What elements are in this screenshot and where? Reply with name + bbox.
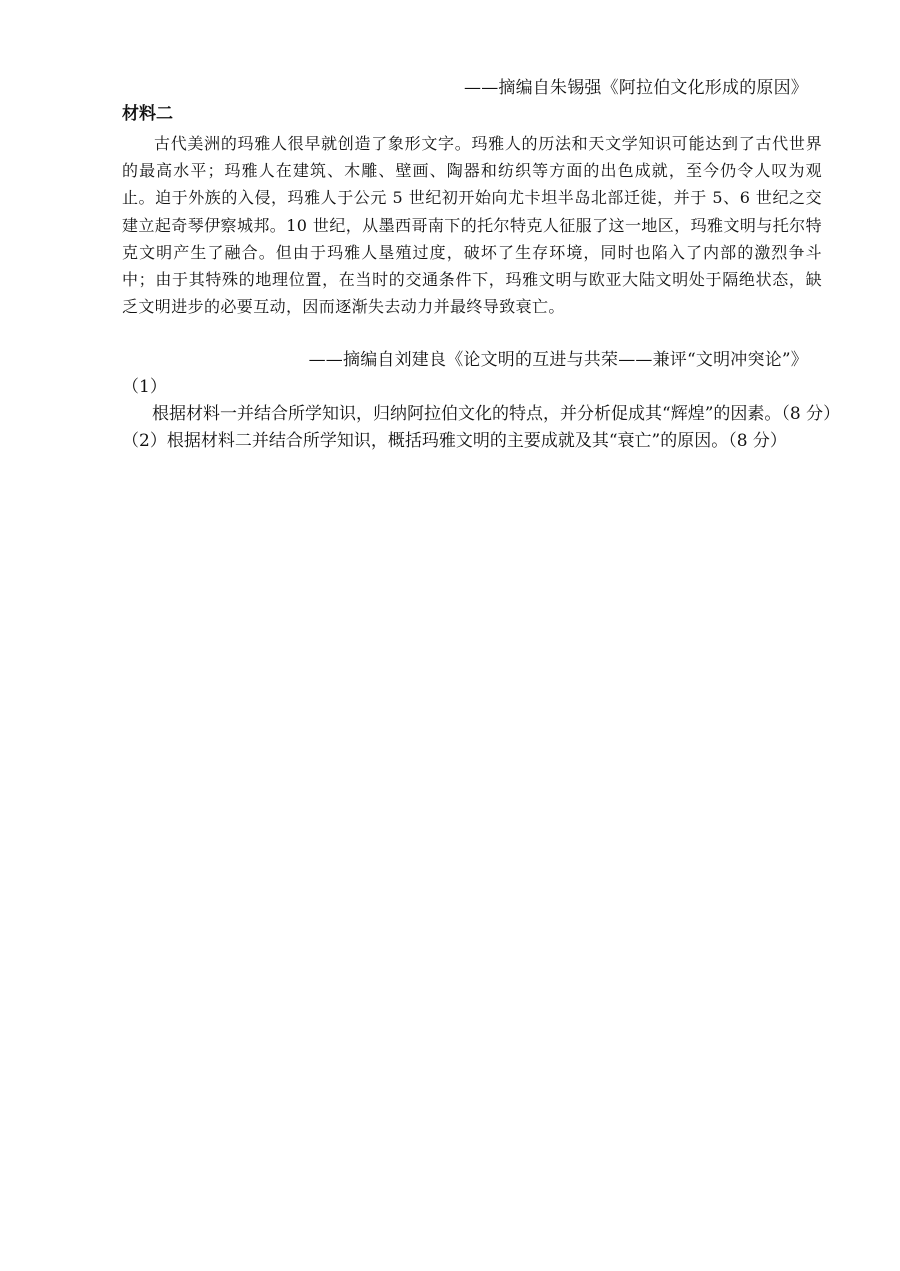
material-2-source: ——摘编自刘建良《论文明的互进与共荣——兼评“文明冲突论”》 <box>308 350 808 370</box>
question-1-number: （1） <box>122 377 167 397</box>
material-2-paragraph: 古代美洲的玛雅人很早就创造了象形文字。玛雅人的历法和天文学知识可能达到了古代世界的最高水平；玛雅人在建筑、木雕、壁画、陶器和纺织等方面的出色成就，至今仍令人叹为观止。迫于外族的入侵，玛雅人于公元 5 世纪初开始向尤卡坦半岛北部迁徙，并于 5、6 世纪之交建立起奇琴伊察城邦。10 世纪，从墨西哥南下的托尔特克人征服了这一地区，玛雅文明与托尔特克文明产生了融合。但由于玛雅人垦殖过度，破坏了生存环境，同时也陷入了内部的激烈争斗中；由于其特殊的地理位置，在当时的交通条件下，玛雅文明与欧亚大陆文明处于隔绝状态，缺乏文明进步的必要互动，因而逐渐失去动力并最终导致衰亡。 <box>122 134 822 317</box>
question-1-text: 根据材料一并结合所学知识，归纳阿拉伯文化的特点，并分析促成其“辉煌”的因素。（8 分） <box>152 404 841 424</box>
question-2-text: 根据材料二并结合所学知识，概括玛雅文明的主要成就及其“衰亡”的原因。（8 分） <box>166 431 787 451</box>
material-1-source: ——摘编自朱锡强《阿拉伯文化形成的原因》 <box>464 78 808 98</box>
question-1 <box>122 374 852 428</box>
question-2 <box>122 428 852 455</box>
question-2-number: （2） <box>122 431 167 451</box>
material-2-heading: 材料二 <box>122 104 173 124</box>
